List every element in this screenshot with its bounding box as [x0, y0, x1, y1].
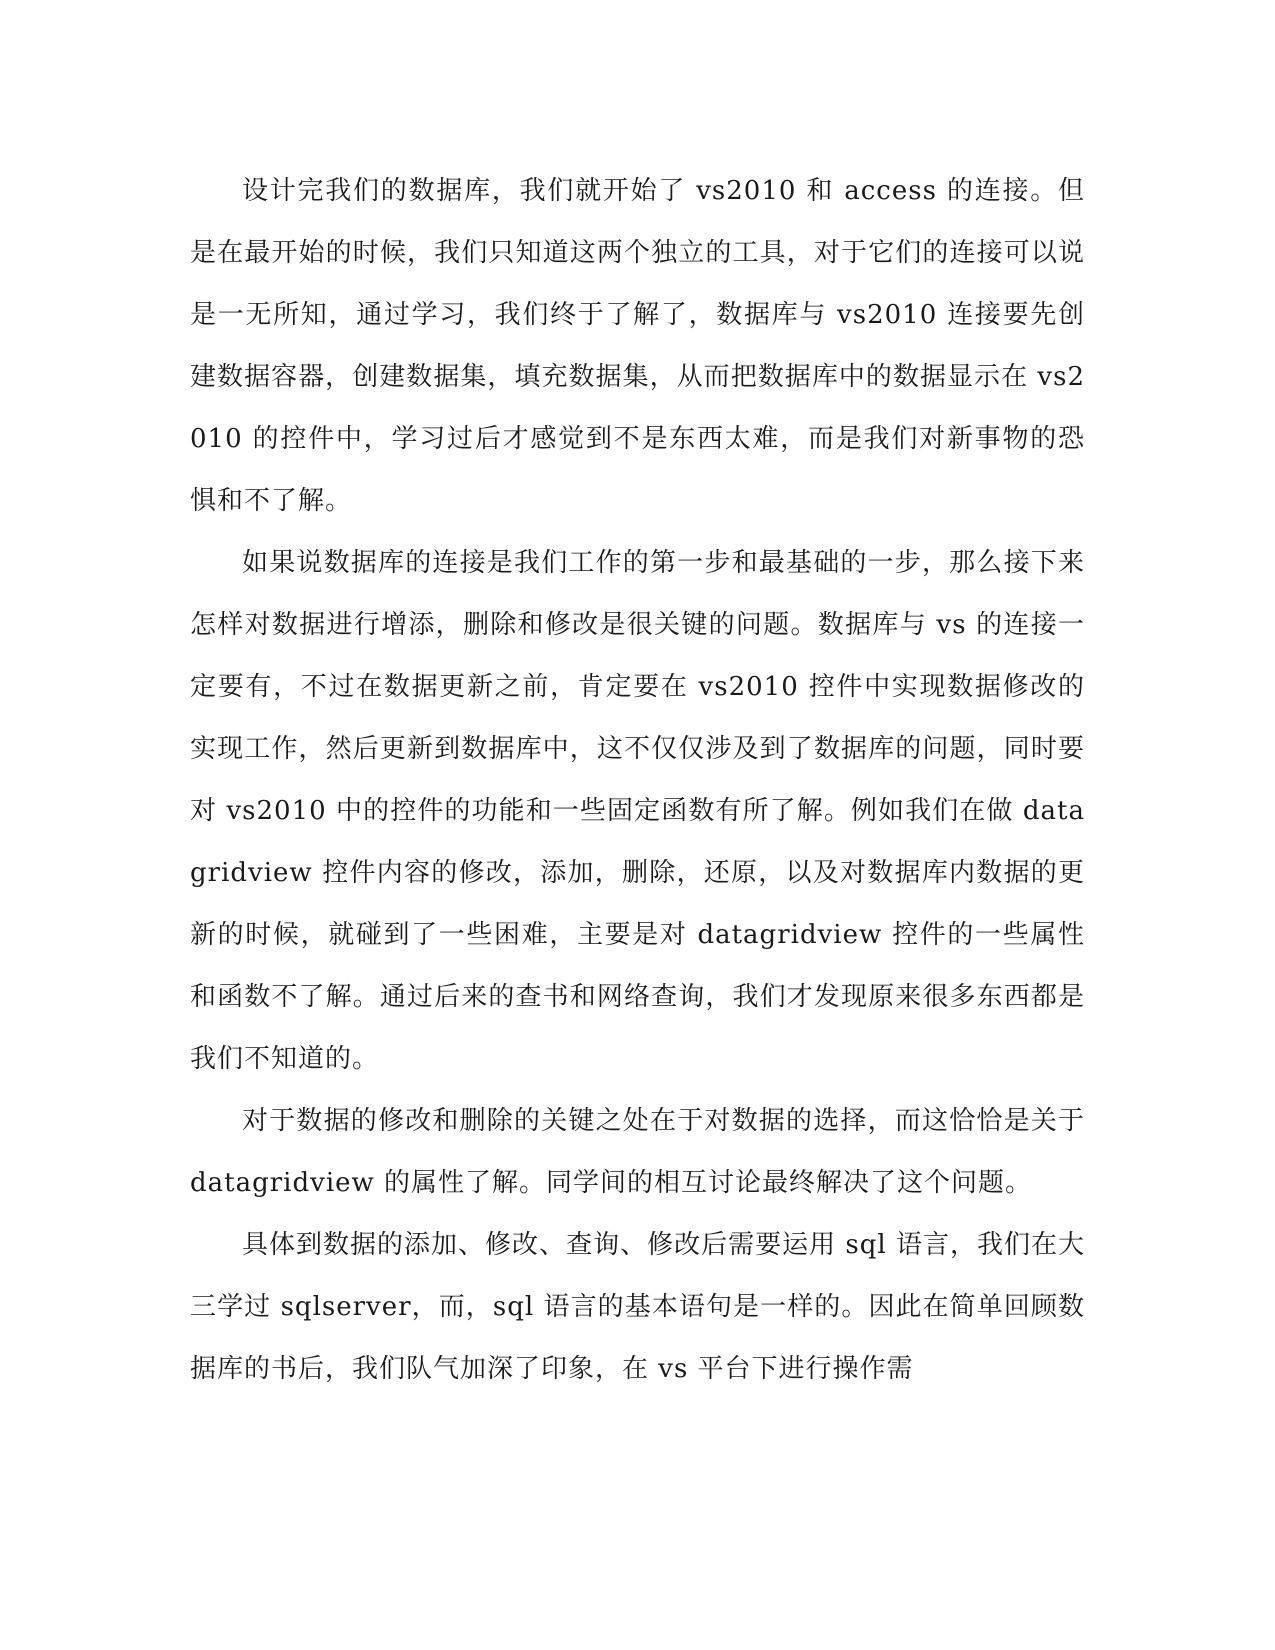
paragraph-1: 设计完我们的数据库，我们就开始了 vs2010 和 access 的连接。但是在最开始的时候，我们只知道这两个独立的工具，对于它们的连接可以说是一无所知，通过学习，我们终于了解了，数据库与 vs2010 连接要先创建数据容器，创建数据集，填充数据集，从而把数据库中的数据显示在 vs2010 的控件中，学习过后才感觉到不是东西太难，而是我们对新事物的恐惧和不了解。	[190, 176, 1085, 516]
paragraph-3: 对于数据的修改和删除的关键之处在于对数据的选择，而这恰恰是关于 datagridview 的属性了解。同学间的相互讨论最终解决了这个问题。	[190, 1106, 1085, 1198]
body-text	[190, 160, 1085, 1400]
paragraph-4: 具体到数据的添加、修改、查询、修改后需要运用 sql 语言，我们在大三学过 sqlserver，而，sql 语言的基本语句是一样的。因此在简单回顾数据库的书后，我们队气加深了印象，在 vs 平台下进行操作需	[190, 1230, 1085, 1384]
paragraph-2: 如果说数据库的连接是我们工作的第一步和最基础的一步，那么接下来怎样对数据进行增添，删除和修改是很关键的问题。数据库与 vs 的连接一定要有，不过在数据更新之前，肯定要在 vs2010 控件中实现数据修改的实现工作，然后更新到数据库中，这不仅仅涉及到了数据库的问题，同时要对 vs2010 中的控件的功能和一些固定函数有所了解。例如我们在做 datagridview 控件内容的修改，添加，删除，还原，以及对数据库内数据的更新的时候，就碰到了一些困难，主要是对 datagridview 控件的一些属性和函数不了解。通过后来的查书和网络查询，我们才发现原来很多东西都是我们不知道的。	[190, 548, 1085, 1074]
